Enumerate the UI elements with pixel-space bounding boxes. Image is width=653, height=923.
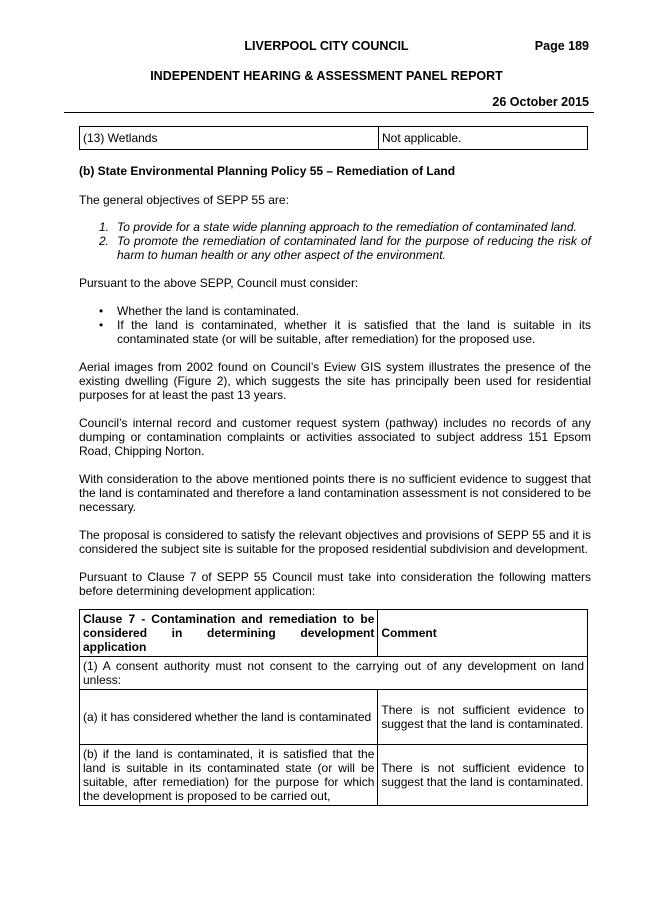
council-name: LIVERPOOL CITY COUNCIL [244,39,409,53]
objectives-intro: The general objectives of SEPP 55 are: [79,193,289,207]
table-header-row [80,610,588,657]
report-date: 26 October 2015 [492,95,589,109]
list-item [79,220,591,234]
clause-span-cell: (1) A consent authority must not consent to the carrying out of any development on land unless: [80,657,588,690]
section-heading: (b) State Environmental Planning Policy 55 – Remediation of Land [79,164,456,178]
list-number: 2. [99,234,110,248]
list-item [79,304,591,318]
consider-intro: Pursuant to the above SEPP, Council must consider: [79,276,359,290]
paragraph-clause7: Pursuant to Clause 7 of SEPP 55 Council must take into consideration the following matters before determining development application: [79,570,591,598]
clause-cell: (b) if the land is contaminated, it is satisfied that the land is suitable in its contaminated state (or will be suitable, after remediation) for the purpose for which the development is proposed to be carried out, [80,745,378,806]
wetlands-table [79,126,588,150]
bullet-text: If the land is contaminated, whether it is satisfied that the land is suitable in its contaminated state (or will be suitable, after remediation) for the proposed use. [117,318,591,346]
list-item [79,318,591,346]
header-divider [64,112,594,113]
objective-text: To promote the remediation of contaminated land for the purpose of reducing the risk of harm to human health or any other aspect of the environment. [117,234,591,262]
clause-column-header: Clause 7 - Contamination and remediation to be considered in determining development application [80,610,378,657]
bullet-icon: • [99,304,104,318]
wetlands-status: Not applicable. [379,127,588,150]
table-row [80,657,588,690]
paragraph-conclusion: The proposal is considered to satisfy the relevant objectives and provisions of SEPP 55 and it is considered the subject site is suitable for the proposed residential subdivision and development. [79,528,591,556]
comment-column-header: Comment [378,610,588,657]
list-item [79,234,591,262]
objective-text: To provide for a state wide planning approach to the remediation of contaminated land. [117,220,577,234]
paragraph-records: Council’s internal record and customer request system (pathway) includes no records of any dumping or contamination complaints or activities associated to subject address 151 Epsom Road, Chipping Norton. [79,416,591,458]
report-title: INDEPENDENT HEARING & ASSESSMENT PANEL REPORT [150,69,503,83]
clause-cell: (a) it has considered whether the land is contaminated [80,690,378,745]
table-row [80,745,588,806]
comment-cell: There is not sufficient evidence to suggest that the land is contaminated. [378,690,588,745]
table-row [80,690,588,745]
considerations-list [79,304,591,346]
table-row [80,127,588,150]
bullet-icon: • [99,318,104,332]
clause-table [79,609,588,806]
wetlands-item: (13) Wetlands [80,127,379,150]
bullet-text: Whether the land is contaminated. [117,304,300,318]
paragraph-evidence: With consideration to the above mentioned points there is no sufficient evidence to suggest that the land is contaminated and therefore a land contamination assessment is not considered to be necessary. [79,472,591,514]
page-number: Page 189 [534,39,589,53]
list-number: 1. [99,220,110,234]
paragraph-aerial: Aerial images from 2002 found on Council’s Eview GIS system illustrates the presence of the existing dwelling (Figure 2), which suggests the site has principally been used for residential purposes for at least the past 13 years. [79,360,591,402]
comment-cell: There is not sufficient evidence to suggest that the land is contaminated. [378,745,588,806]
objectives-list [79,220,591,262]
